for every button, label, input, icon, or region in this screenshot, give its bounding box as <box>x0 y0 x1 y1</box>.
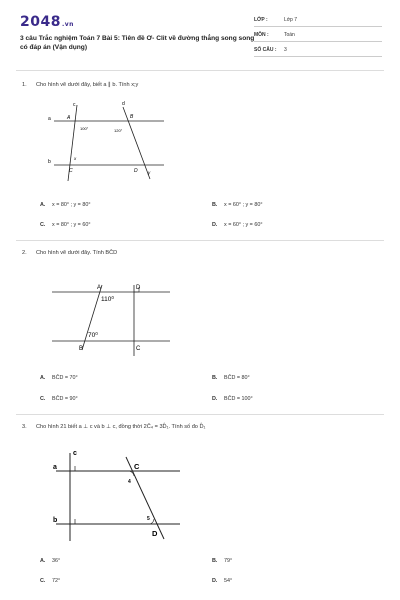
right-angle-b <box>70 519 75 524</box>
logo-suffix: .vn <box>61 21 74 28</box>
question-1-figure <box>40 97 170 185</box>
meta-value: Lớp 7 <box>284 17 298 23</box>
label-b: b <box>53 517 58 524</box>
label-d: d <box>122 101 125 107</box>
question-prompt: Cho hình vẽ dưới đây, biết a ∥ b. Tính x;y <box>36 82 139 88</box>
angle-y: y <box>148 170 151 175</box>
point-B: B <box>130 114 134 120</box>
label-b: b <box>48 159 51 165</box>
question-2-text <box>22 250 117 256</box>
option-3d[interactable]: D. 54° <box>212 578 233 584</box>
option-3c[interactable]: C. 72° <box>40 578 61 584</box>
header-divider <box>16 70 384 71</box>
right-angle-a <box>70 466 75 471</box>
meta-row-subject <box>254 31 382 42</box>
question-divider <box>16 240 384 241</box>
point-D: D <box>134 168 138 174</box>
point-D: D <box>152 529 158 538</box>
angle-110: 110⁰ <box>101 296 114 303</box>
angle-100: 100° <box>80 126 89 131</box>
question-2-figure <box>50 278 180 358</box>
meta-key: LỚP : <box>254 17 268 23</box>
label-a: a <box>48 116 51 122</box>
page-title: 3 câu Trắc nghiệm Toán 7 Bài 5: Tiên đề Ơ- Clit về đường thẳng song song có đáp án (Vận dụng) <box>20 35 255 51</box>
angle-x: x <box>74 156 77 161</box>
slanted-line <box>82 285 102 350</box>
meta-key: SỐ CÂU : <box>254 47 277 53</box>
option-1a[interactable]: A. x = 80° ; y = 80° <box>40 202 91 208</box>
option-3b[interactable]: B. 79° <box>212 558 233 564</box>
option-1d[interactable]: D. x = 60° ; y = 60° <box>212 222 263 228</box>
option-2d[interactable]: D. BĈD = 100° <box>212 396 253 402</box>
question-number: 2. <box>22 250 27 256</box>
transversal <box>126 457 164 539</box>
option-2a[interactable]: A. BĈD = 70° <box>40 375 78 381</box>
angle-arc-d <box>150 519 154 524</box>
angle-5: 5 <box>147 516 150 522</box>
meta-value: 3 <box>284 47 287 53</box>
logo-text: 2048 <box>20 14 61 30</box>
question-3-text <box>22 424 205 430</box>
label-c: c <box>73 450 77 457</box>
option-2c[interactable]: C. BĈD = 90° <box>40 396 78 402</box>
meta-row-class <box>254 16 382 27</box>
point-D: D <box>136 285 141 291</box>
angle-120: 120° <box>114 128 123 133</box>
question-number: 1. <box>22 82 27 88</box>
label-c: c <box>73 102 76 108</box>
question-3-figure <box>46 445 186 545</box>
question-number: 3. <box>22 424 27 430</box>
point-A: A <box>97 285 102 291</box>
label-a: a <box>53 464 57 471</box>
question-prompt: Cho hình vẽ dưới đây. Tính BĈD <box>36 250 118 256</box>
point-C: C <box>69 168 73 174</box>
option-1c[interactable]: C. x = 80° ; y = 60° <box>40 222 91 228</box>
question-prompt: Cho hình 21 biết a ⊥ c và b ⊥ c, đồng thời 2Ĉ₄ = 3D̂₁. Tính số đo D̂₁ <box>36 424 206 430</box>
angle-4: 4 <box>128 479 131 485</box>
point-A: A <box>67 115 71 121</box>
question-1-text <box>22 82 138 88</box>
site-logo[interactable] <box>20 14 74 30</box>
meta-row-count <box>254 46 382 57</box>
point-C: C <box>136 346 141 352</box>
point-C: C <box>134 462 140 471</box>
question-divider <box>16 414 384 415</box>
angle-70: 70⁰ <box>88 332 98 339</box>
point-B: B <box>79 346 84 352</box>
option-2b[interactable]: B. BĈD = 80° <box>212 375 250 381</box>
meta-key: MÔN : <box>254 32 269 38</box>
option-1b[interactable]: B. x = 60° ; y = 80° <box>212 202 263 208</box>
option-3a[interactable]: A. 36° <box>40 558 61 564</box>
meta-value: Toán <box>284 32 295 38</box>
